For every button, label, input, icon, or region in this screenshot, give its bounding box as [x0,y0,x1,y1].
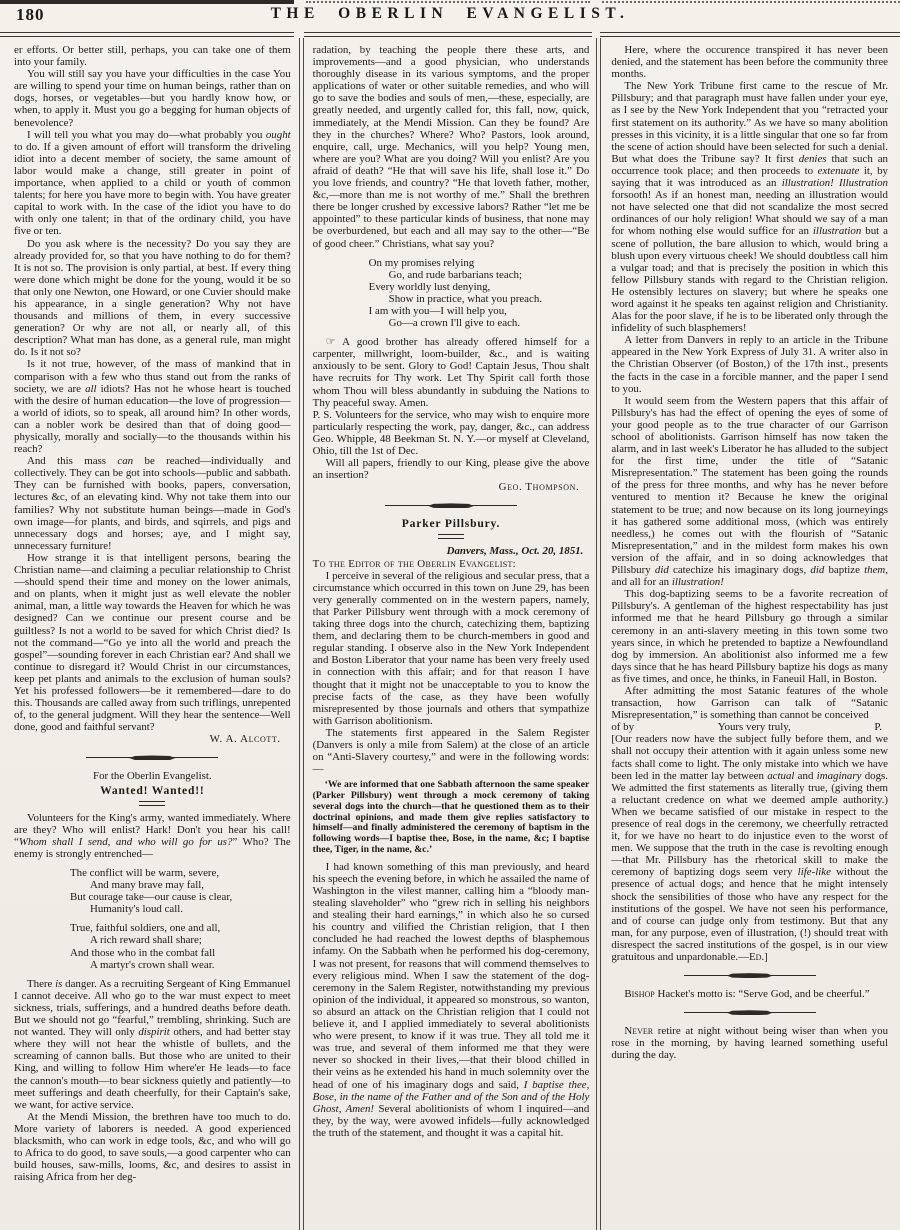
paragraph: The statements first appeared in the Salem Register (Danvers is only a mile from Salem) at the close of an article on “Anti-Slavery courtesy,” and were in the following words:— [312,726,590,776]
paragraph: radation, by teaching the people there these arts, and improvements—and a good physician, who understands thoroughly disease in its various symptoms, and the proper applications of water or other suitable remedies, and who will go to save the bodies and souls of men,—these, especially, are greatly needed, and urgently called for, this fall, now, quick, immediately, at the Mendi Mission. Can they be found? Are they in the churches? Where? Who? Pastors, look around, enquire, call, urge. Mechanics, will you help? Young men, where are you? What are you doing? Will you enlist? Are you afraid of death? “He that will save his life, shall lose it.” Do you love friends, and country? “He that loveth father, mother, &c,—more than me is not worthy of me.” Shall the brethren there be longer crushed by excessive labors? Rather “let me be appointed” to these particular kinds of business, that none may be overburdened, but each and all may say to the other—“Be of good cheer.” Christians, what say you? [312,44,590,250]
divider-diamond-ornament [727,973,773,978]
author-signature: W. A. Alcott. [209,733,281,746]
column-1 [14,44,291,1230]
poem-line: I am with you—I will help you, [368,304,507,317]
paragraph: I had known something of this man previously, and heard his speech the evening before, in which he assailed the name of Washington in the vilest manner, calling him a “bloody man-stealing slaveholder” who “grew rich in selling his neighbors and stealing their hard earnings,” in which also he so cursed his country and vilified the Christian religion, that I then concluded he had reached the lowest depths of blasphemous infamy. On the Sabbath when he performed his dog-ceremony, I was not present, for reasons that will commend themselves to every religious mind. When I saw the statement of the dog-ceremony in the Salem Register, notwithstanding my previous opinion of the individual, it appeared so monstrous, so wanton, so absurd an attack on the Christian religion that I could not believe it, and I applied immediately to several abolitionists who were present, to know if it was true. They all told me it was true, and several of them informed me that they were never so shocked in their lives,—that their blood chilled in their veins as he extended his hand in much solemnity over the head of one of his imaginary dogs and said, I baptise thee, Bose, in the name of the Father and of the Son and of the Holy Ghost, Amen! Several abolitionists of whom I inquired—and they, by the way, were avowed infidels—fully acknowledged the truth of the statement, and thought it was a capital hit. [312,860,590,1139]
signoff-left: of by [611,721,635,734]
heading-rule [139,801,165,806]
paragraph: You will still say you have your difficulties in the case You are willing to spend your time on human beings, rather than on dogs, horses, or vegetables—but you hardly know how, or when, to apply it. Must you go a begging for human objects of benevolence? [14,68,291,129]
top-rule-middle [306,1,590,3]
quoted-extract: ‘We are informed that one Sabbath afternoon the same speaker (Parker Pillsbury) went through a mock ceremony of taking several dogs into the church—that he questioned them as to their doctrinal opinions, and made them give replies satisfactory to himself—and finally administered the ceremony of baptism in the following words—I baptise thee, Bose, in the name, &c; I baptise thee, Tiger, in the name, &c.’ [312,779,590,856]
paragraph: I perceive in several of the religious and secular press, that a circumstance which occurred in this town on June 29, has been very generally commented on in the western papers, namely, that Parker Pillsbury went through with a mock ceremony of taking three dogs into the church, catechizing them, baptizing them, and declaring them to be church-members in good and regular standing. I observe also in the New York Independent and Boston Liberator that your name has been very freely used in connection with this affair; and for that reason I have thought that it might not be unacceptable to you to know the precise facts of the case, as they have been wofully misrepresented by those journals and others that sympathize with Garrison abolitionism. [312,569,590,727]
paragraph: Will all papers, friendly to our King, please give the above an insertion? [312,457,590,482]
paragraph: er efforts. Or better still, perhaps, you can take one of them into your family. [14,44,291,69]
paragraph: This dog-baptizing seems to be a favorite recreation of Pillsbury's. A gentleman of the highest respectability has just informed me that he heard Pillsbury go through a similar ceremony in an anti-slavery meeting in this town some two years since, in which he pretended to baptize a Newfoundland dog by immersion. An abolitionist also informed me a few days since that he has heard Pillsbury baptize his dogs as many as five times, and once, he thinks, in Faneuil Hall, in Boston. [611,588,889,685]
paragraph: After admitting the most Satanic features of the whole transaction, how Garrison can talk of “Satanic Misrepresentation,” is something than cannot be conceived [611,684,889,722]
header-rule-middle [304,32,592,37]
page-number: 180 [16,5,45,24]
paragraph: ☞ A good brother has already offered himself for a carpenter, millwright, loom-builder, &c., and is waiting anxiously to be sent. Glory to God! Captain Jesus, Thou shalt have recruits for Thy work. Let Thy Spirit call forth those whom Thou will bless abundantly in subduing the Nations to Thy peaceful sway. Amen. [312,336,590,409]
paragraph: Is it not true, however, of the mass of mankind that in comparison with a few who thus stand out from the ranks of society, we are all idiots? Has not he whose heart is touched with the desire of human education—the love of progression—a world of idiots, so to speak, all around him? In other words, can a nobler work be desired than that of doing good—physically, morally and socially—to the thousands within his reach? [14,358,291,456]
salutation: To the Editor of the Oberlin Evangelist: [312,557,516,570]
signoff-center: Yours very truly, [717,721,791,734]
divider-diamond-ornament [428,503,474,508]
section-subtitle: For the Oberlin Evangelist. [93,770,212,783]
article-heading: Parker Pillsbury. [401,517,501,531]
paragraph: A letter from Danvers in reply to an article in the Tribune appeared in the New York Express of July 31. A writer also in the Christian Observer (of Boston,) of the 17th inst., presents the facts in the case in a forcible manner, and the paper I send to you. [611,334,889,395]
section-divider [385,501,517,510]
author-signature: Geo. Thompson. [498,481,580,494]
divider-diamond-ornament [129,755,175,760]
poem-line: The conflict will be warm, severe, [70,867,220,879]
heading-rule [438,534,464,539]
divider-diamond-ornament [727,1010,773,1015]
poem-line: And those who in the combat fall [70,946,216,959]
masthead-title: THE OBERLIN EVANGELIST. [270,5,630,22]
column-2 [313,44,590,1230]
paragraph: How strange it is that intelligent persons, bearing the Christian name—and claiming a peculiar relationship to Christ—should spend their time and money on the lower animals, and on plants, when it might just as well elevate the nobler animal, man, a little way towards the Heaven for which he was designed? Can we continue our present course and be guiltless? Is not a world to be saved for which Christ died? Is not the command—“Go ye into all the world and preach the gospel”—sounding forever in each Christian ear? And shall we continue to disregard it? Would Christ in our circumstances, keep pet plants and animals to the exclusion of human souls? Yet his professed followers—be it remembered—dare to do this. Thousands are called away from such triflings, unrepented of, to the general judgment. Will they hear the sentence—Well done, good and faithful servant? [14,551,291,734]
poem-line: But courage take—our cause is clear, [70,891,233,904]
top-rule-right [602,1,900,3]
paragraph: [Our readers now have the subject fully before them, and we shall not occupy their attention with it again unless some new facts shall come to light. The only mistake into which we have been led in the matter lay between actual and imaginary dogs. We admitted the first statements as literally true, (giving them a reluctant credence on what we deemed ample authority.) When we became satisfied of our mistake in respect to the presence of real dogs in the ceremony, we cheerfully retracted it, for we have no heart to do injustice even to the worst of men. We suppose that the truth in the case is revolting enough—that Mr. Pillsbury has the rhetorical skill to make the ceremony of baptizing dogs seem very life-like without the presence of actual dogs; and hence that he might intensely shock the sensibilities of those who have any respect for the institutions of the gospel. We have not seen his performance, and of course can judge only from testimony. But that any man, for any purpose, even of illustration, (!) should treat with disrespect the sacred institutions of the gospel, is in our view gratuitous and unpardonable.—Ed.] [611,733,889,964]
dateline: Danvers, Mass., Oct. 20, 1851. [446,545,584,558]
top-rule-left [0,0,294,4]
columns-container [14,44,888,1230]
paragraph: Never retire at night without being wiser than when you rose in the morning, by having learned something useful during the day. [611,1025,889,1062]
poem-line: Humanity's loud call. [90,903,184,916]
paragraph: It would seem from the Western papers that this affair of Pillsbury's has had the effect of opening the eyes of some of your good people as to the true character of our Garrison school of abolitionists. Garrison himself has now taken the alarm, and in last week's Liberator he has alluded to the subject for the first time, under the title of “Satanic Misrepresentation.” The statement has been going the rounds of the press for three months, and why has he never before ventured to mention it? Because he knew the original statement to be true; and now because on its long journeyings it has gathered some additional moss, (which was entirely needless,) he comes out with the flourish of “Satanic Misrepresentation,” and in the mildest form makes his own version of the affair, and in so doing acknowledges that Pillsbury did catechize his imaginary dogs, did baptize them, and all for an illustration! [611,394,889,589]
signoff-line [611,721,888,733]
header-rule-right [600,32,900,37]
paragraph: There is danger. As a recruiting Sergeant of King Emmanuel I cannot deceive. All who go to the war must expect to meet sickness, trials, sufferings, and a hundred deaths before death. But we should not go “fearful,” trembling, shrinking. Such are not wanted. They will only dispirit others, and had better stay where they will not hear the whistle of bullets, and the screaming of cannon balls. But those who are united to their King, and willing to follow Him where'er He leads—to face the cannon's mouth—to bear sickness quietly and patiently—to meet sufferings and death cheerfully, for their Captain's sake, we want, for active service. [14,977,291,1111]
column-3 [611,44,888,1230]
poem-stanza [70,922,291,970]
poem-stanza [70,867,291,915]
poem-line: Every worldly lust denying, [368,280,491,293]
section-divider [86,753,218,762]
section-divider [684,1008,816,1017]
section-divider [684,971,816,980]
paragraph: Do you ask where is the necessity? Do you say they are already provided for, so that you have nothing to do for them? It is not so. The provision is only partial, at best. If every thing were done which might be done for the young, would it be so that only one Newton, one Howard, or one Cuvier should make his appearance, in a single generation? Why not have thousands and millions of them, in every successive generation? Or why are not all, or nearly all, of this description? What man has done, as a general rule, man might do. Is it not so? [14,237,291,359]
poem-line: On my promises relying [368,256,475,269]
paragraph: P. S. Volunteers for the service, who may wish to enquire more particularly respecting the work, pay, danger, &c., can address Geo. Whipple, 48 Beekman St. N. Y.—or myself at Cleveland, Ohio, till the 1st of Dec. [312,408,590,457]
paragraph: At the Mendi Mission, the brethren have too much to do. More variety of laborers is needed. A good experienced blacksmith, who can work in edge tools, &c, and who will go to Africa to do good, to save souls,—a good carpenter who can build houses, saw-mills, looms, &c, and desires to assist in raising Africa from her deg- [14,1110,291,1184]
paragraph: And this mass can be reached—individually and collectively. They can be got into schools—public and sabbath. They can be furnished with books, papers, conversation, lectures &c, of an elevating kind. Why not take them into our families? Why not substitute human beings—made in God's own image—for plants, and birds, and sqirrels, and pigs and unnecessary dogs and horses; aye, and I might say, unnecessary furniture! [14,455,291,552]
paragraph: The New York Tribune first came to the rescue of Mr. Pillsbury; and that paragraph must have fallen under your eye, as I see by the New York Independent that you “retracted your first statement on its authority.” As we have so many abolition presses in this vicinity, it is a little singular that one so far from the scene of action should have been selected for such a denial. But what does the Tribune say? It first denies that such an occurrence took place; and then proceeds to extenuate it, by saying that it was introduced as an illustration! Illustration forsooth! As if an honest man, needing an illustration would not have selected one that did not scandalize the most secred ordinances of our holy religion! What should we say of a man for whom nothing else would suffice for an illustration but a scene of pollution, the bare allusion to which, would bring a blush upon every virtuous cheek! We should doubtless call him a vulgar toad; and that is precisely the position in which this fellow Pillsbury stands with regard to the Christian religion. He ostensibly lectures on slavery; but where he speaks one word against it he speaks ten against religion and Christianity. Alas for the poor slave, if he is to be liberated only through the infidelity of such blasphemers! [611,80,889,335]
poem-line: A martyr's crown shall wear. [90,958,215,971]
article-heading: Wanted! Wanted!! [100,783,205,797]
paragraph: Bishop Hacket's motto is: “Serve God, and be cheerful.” [624,988,870,1001]
poem-line: True, faithful soldiers, one and all, [70,922,221,935]
paragraph: Here, where the occurence transpired it has never been denied, and the statement has been before the community three months. [611,44,889,81]
paragraph: Volunteers for the King's army, wanted immediately. Where are they? Who will enlist? Hark! Don't you hear his call! “Whom shall I send, and who will go for us?” Who? The enemy is strongly entrenched— [14,811,291,860]
paragraph: I will tell you what you may do—what probably you ought to do. If a given amount of effort will transform the driveling idiot into a decent member of society, the same amount of labor would make a change, still greater in point of importance, when applied to a child or youth of common talents; for here you have more to begin with. You have greater capital to work with. In the case of the idiot you have to do with only one talent; in that of the ordinary child, you have five or ten. [14,128,291,238]
poem-line: A rich reward shall share; [90,934,202,947]
poem-line: Show in practice, what you preach. [388,292,542,305]
header-rule-left [0,32,294,37]
poem-stanza [369,257,590,330]
poem-line: And many brave may fall, [90,879,205,892]
signoff-right: P. [874,721,882,734]
poem-line: Go, and rude barbarians teach; [388,268,523,281]
poem-line: Go—a crown I'll give to each. [388,317,521,330]
